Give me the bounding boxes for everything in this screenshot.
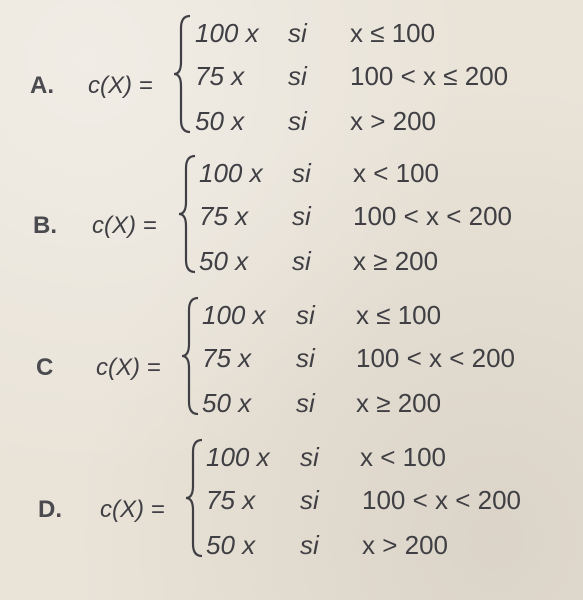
option-letter: D. [38, 496, 62, 523]
left-brace-icon [177, 154, 199, 274]
case-si: si [300, 530, 319, 560]
case-expression: 50 x [202, 388, 252, 418]
case-si: si [292, 246, 311, 276]
case-si: si [300, 485, 319, 515]
left-brace-icon [184, 438, 206, 558]
case-expression: 75 x [206, 485, 256, 515]
case-condition: 100 < x < 200 [362, 485, 522, 515]
function-label: c(X) = [88, 72, 153, 99]
case-expression: 75 x [195, 61, 245, 91]
case-condition: x ≥ 200 [353, 246, 439, 276]
case-condition: x < 100 [360, 442, 447, 472]
case-condition: x ≤ 100 [356, 300, 442, 330]
option-letter: A. [30, 72, 54, 99]
case-expression: 75 x [202, 343, 252, 373]
case-expression: 50 x [199, 246, 249, 276]
case-si: si [296, 300, 315, 330]
case-expression: 50 x [206, 530, 256, 560]
case-si: si [288, 106, 307, 136]
case-si: si [292, 158, 311, 188]
case-expression: 100 x [206, 442, 270, 472]
case-si: si [300, 442, 319, 472]
left-brace-icon [172, 14, 194, 134]
case-condition: x < 100 [353, 158, 440, 188]
case-si: si [296, 388, 315, 418]
case-expression: 100 x [202, 300, 266, 330]
case-condition: 100 < x < 200 [353, 201, 513, 231]
option-letter: B. [33, 212, 57, 239]
left-brace-icon [180, 296, 202, 416]
case-condition: 100 < x ≤ 200 [350, 61, 509, 91]
case-si: si [288, 18, 307, 48]
option-d [0, 436, 583, 576]
case-si: si [288, 61, 307, 91]
option-letter: C [36, 354, 54, 381]
case-condition: x ≥ 200 [356, 388, 442, 418]
case-expression: 50 x [195, 106, 245, 136]
function-label: c(X) = [100, 496, 165, 523]
function-label: c(X) = [96, 354, 161, 381]
case-expression: 100 x [199, 158, 263, 188]
case-expression: 75 x [199, 201, 249, 231]
case-si: si [292, 201, 311, 231]
case-condition: x > 200 [350, 106, 437, 136]
option-c [0, 294, 583, 434]
option-b [0, 152, 583, 292]
function-label: c(X) = [92, 212, 157, 239]
case-condition: x > 200 [362, 530, 449, 560]
case-si: si [296, 343, 315, 373]
option-a [0, 12, 583, 152]
case-condition: 100 < x < 200 [356, 343, 516, 373]
case-condition: x ≤ 100 [350, 18, 436, 48]
case-expression: 100 x [195, 18, 259, 48]
